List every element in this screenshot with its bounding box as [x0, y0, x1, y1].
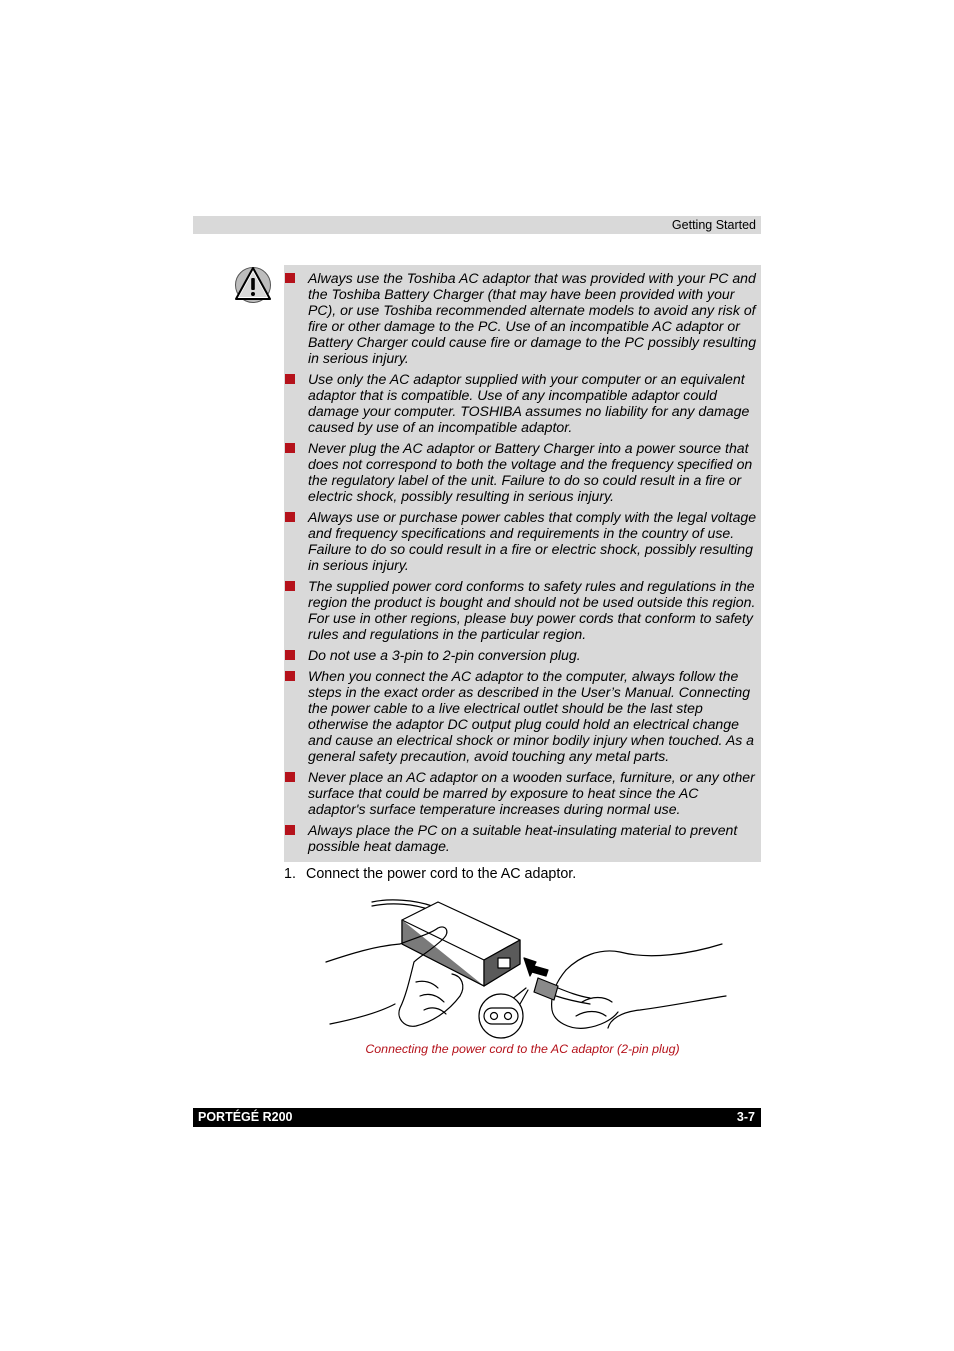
bullet-square-icon — [285, 443, 295, 453]
warning-item-text: Always use the Toshiba AC adaptor that was provided with your PC and the Toshiba Battery Charger (that may have been provided with your PC), or use Toshiba recommended alternate models to avoid any risk of fire or other damage to the PC. Use of an incompatible AC adaptor or Battery Charger could cause fire or damage to the PC possibly resulting in serious injury. — [308, 270, 757, 366]
warning-item-text: When you connect the AC adaptor to the computer, always follow the steps in the exact order as described in the User’s Manual. Connecting the power cable to a live electrical outlet should be the last step otherwise the adaptor DC output plug could hold an electrical change and cause an electrical shock or minor bodily injury when touched. As a general safety precaution, avoid touching any metal parts. — [308, 668, 755, 764]
step-item — [284, 865, 576, 883]
product-name: PORTÉGÉ R200 — [198, 1110, 293, 1124]
warning-triangle-icon — [234, 265, 272, 305]
figure-caption: Connecting the power cord to the AC adaptor (2-pin plug) — [365, 1042, 680, 1056]
page-number: 3-7 — [736, 1110, 755, 1124]
warning-item — [284, 440, 757, 504]
bullet-square-icon — [285, 581, 295, 591]
warning-item-text: Use only the AC adaptor supplied with your computer or an equivalent adaptor that is compatible. Use of any incompatible adaptor could damage your computer. TOSHIBA assumes no liability for any damage caused by use of an incompatible adaptor. — [308, 371, 750, 435]
bullet-square-icon — [285, 650, 295, 660]
warning-item — [284, 509, 757, 573]
warning-item — [284, 668, 757, 764]
running-header — [193, 216, 761, 234]
bullet-square-icon — [285, 772, 295, 782]
bullet-square-icon — [285, 273, 295, 283]
warning-item — [284, 822, 757, 854]
bullet-square-icon — [285, 825, 295, 835]
warning-item-text: Always use or purchase power cables that comply with the legal voltage and frequency specifications and requirements in the country of use. Failure to do so could result in a fire or electric shock, possibly resulting in serious injury. — [308, 509, 757, 573]
bullet-square-icon — [285, 374, 295, 384]
warning-item — [284, 769, 757, 817]
warning-item — [284, 371, 757, 435]
step-number: 1. — [284, 866, 296, 882]
warning-item-text: Never place an AC adaptor on a wooden surface, furniture, or any other surface that could be marred by exposure to heat since the AC adaptor's surface temperature increases during normal use. — [308, 769, 755, 817]
warning-item — [284, 578, 757, 642]
warning-item — [284, 270, 757, 366]
bullet-square-icon — [285, 671, 295, 681]
ac-adaptor-power-cord-illustration — [320, 892, 732, 1040]
warning-item-text: Always place the PC on a suitable heat-insulating material to prevent possible heat damage. — [308, 822, 738, 854]
bullet-square-icon — [285, 512, 295, 522]
warning-item-text: Never plug the AC adaptor or Battery Charger into a power source that does not correspond to both the voltage and the frequency specified on the regulatory label of the unit. Failure to do so could result in a fire or electric shock, possibly resulting in serious injury. — [308, 440, 753, 504]
step-text: Connect the power cord to the AC adaptor. — [306, 866, 577, 882]
section-title: Getting Started — [671, 218, 756, 232]
warning-box — [284, 265, 761, 862]
running-footer — [193, 1108, 761, 1127]
warning-item — [284, 647, 757, 663]
warning-item-text: The supplied power cord conforms to safety rules and regulations in the region the product is bought and should not be used outside this region. For use in other regions, please buy power cords that conform to safety rules and regulations in the particular region. — [308, 578, 756, 642]
warning-item-text: Do not use a 3-pin to 2-pin conversion plug. — [308, 647, 581, 663]
